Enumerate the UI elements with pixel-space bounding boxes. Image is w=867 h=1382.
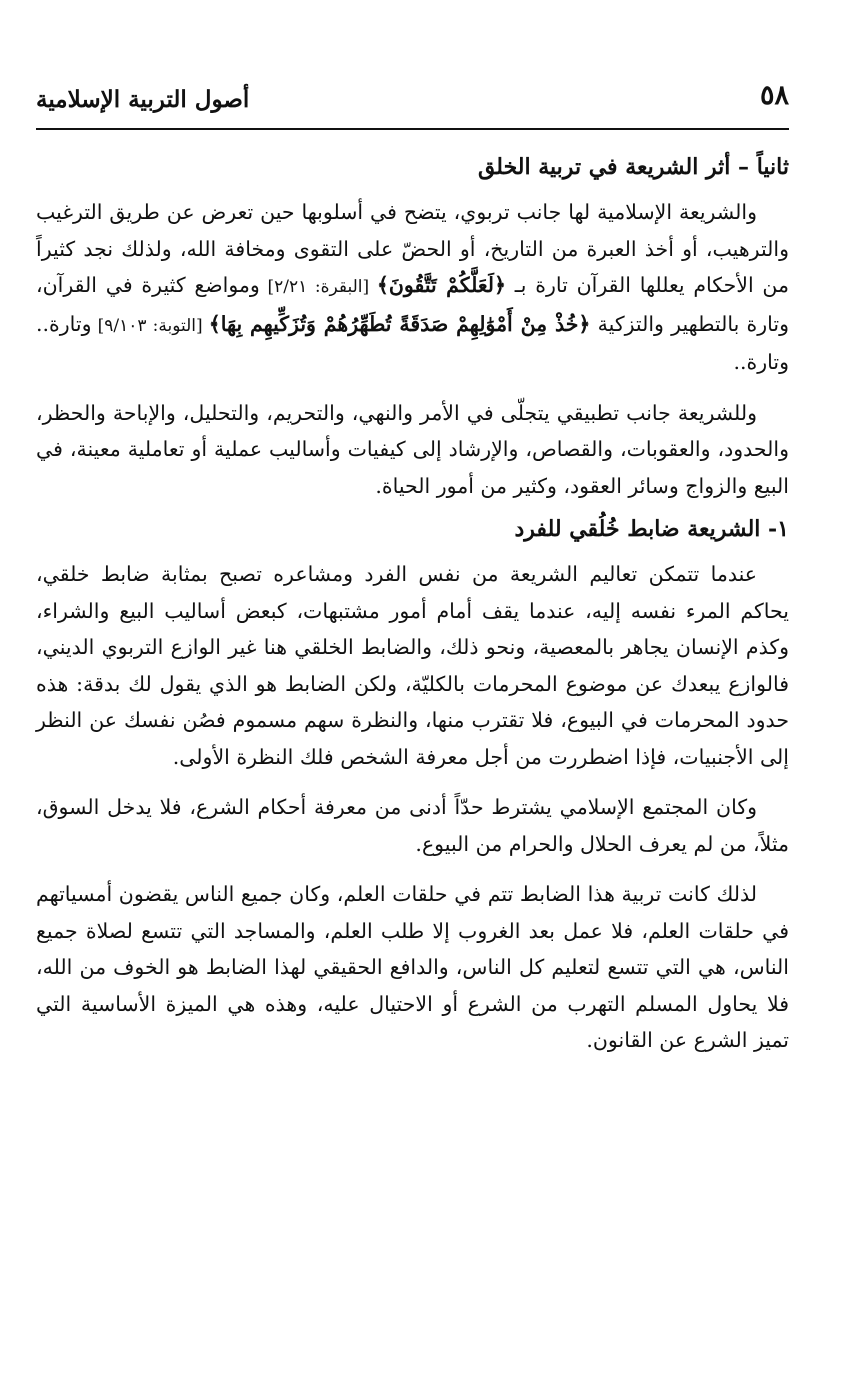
section-heading: ثانياً – أثر الشريعة في تربية الخلق [477, 154, 789, 180]
subsection-paragraph-1: عندما تتمكن تعاليم الشريعة من نفس الفرد ومشاعره تصبح بمثابة ضابط خلقي، يحاكم المرء نفسه إليه، عندما يقف أمام أمور مشتبهات، كبعض أساليب البيع والشراء، وكذم الإنسان يجاهر بالمعصية، ونحو ذلك، والضابط الخلقي هنا غير الوازع التربوي الديني، فالوازع يبعدك عن موضوع المحرمات بالكليّة، ولكن الضابط هو الذي يقول لك بدقة: هذه حدود المحرمات في البيوع، فلا تقترب منها، والنظرة سهم مسموم فصُن نفسك عن النظر إلى الأجنبيات، فإذا اضطررت من أجل معرفة الشخص فلك النظرة الأولى. [36, 562, 789, 769]
header-rule [36, 128, 789, 130]
paragraph-text: والشريعة الإسلامية لها جانب تربوي، يتضح في أسلوبها حين تعرض عن طريق الترغيب والترهيب، أو أخذ العبرة من التاريخ، أو الحضّ على التقوى ومخافة الله، ولذلك نجد كثيراً من الأحكام يعللها القرآن تارة بـ [36, 200, 790, 297]
paragraph-text: ومواضع كثيرة في القرآن، وتارة بالتطهير والتزكية [36, 273, 789, 336]
subsection-paragraph-3: لذلك كانت تربية هذا الضابط تتم في حلقات العلم، وكان جميع الناس يقضون أمسياتهم في حلقات العلم، فلا عمل بعد الغروب إلا طلب العلم، والمساجد التي تتسع لصلاة جميع الناس، هي التي تتسع لتعليم كل الناس، والدافع الحقيقي لهذا الضابط هو الخوف من الله، فلا يحاول المسلم التهرب من الشرع أو الاحتيال عليه، وهذه هي الميزة الأساسية التي تميز الشرع عن القانون. [36, 882, 789, 1052]
section-paragraph-1 [36, 194, 789, 381]
verse-reference: [البقرة: ٢/٢١] [259, 277, 377, 297]
quran-verse: ﴿خُذْ مِنْ أَمْوَٰلِهِمْ صَدَقَةً تُطَهِّرُهُمْ وَتُزَكِّيهِم بِهَا﴾ [208, 311, 591, 336]
page-header [36, 80, 789, 124]
subsection-paragraph-2: وكان المجتمع الإسلامي يشترط حدّاً أدنى من معرفة أحكام الشرع، فلا يدخل السوق، مثلاً، من لم يعرف الحلال والحرام من البيوع. [36, 795, 789, 856]
page-number: ٥٨ [759, 80, 789, 111]
quran-verse: ﴿لَعَلَّكُمْ تَتَّقُونَ﴾ [376, 273, 507, 297]
section-paragraph-2: وللشريعة جانب تطبيقي يتجلّى في الأمر والنهي، والتحريم، والتحليل، والإباحة والحظر، والحدود، والعقوبات، والقصاص، والإرشاد إلى كيفيات وأساليب عملية أو تعاملية معينة، في البيع والزواج وسائر العقود، وكثير من أمور الحياة. [36, 400, 789, 498]
verse-reference: [التوبة: ٩/١٠٣] [91, 315, 209, 336]
running-title: أصول التربية الإسلامية [36, 86, 250, 113]
page-body [36, 142, 789, 1073]
paragraph-text: وتارة.. وتارة.. [36, 311, 789, 374]
subsection-heading: ١- الشريعة ضابط خُلُقي للفرد [514, 516, 789, 542]
